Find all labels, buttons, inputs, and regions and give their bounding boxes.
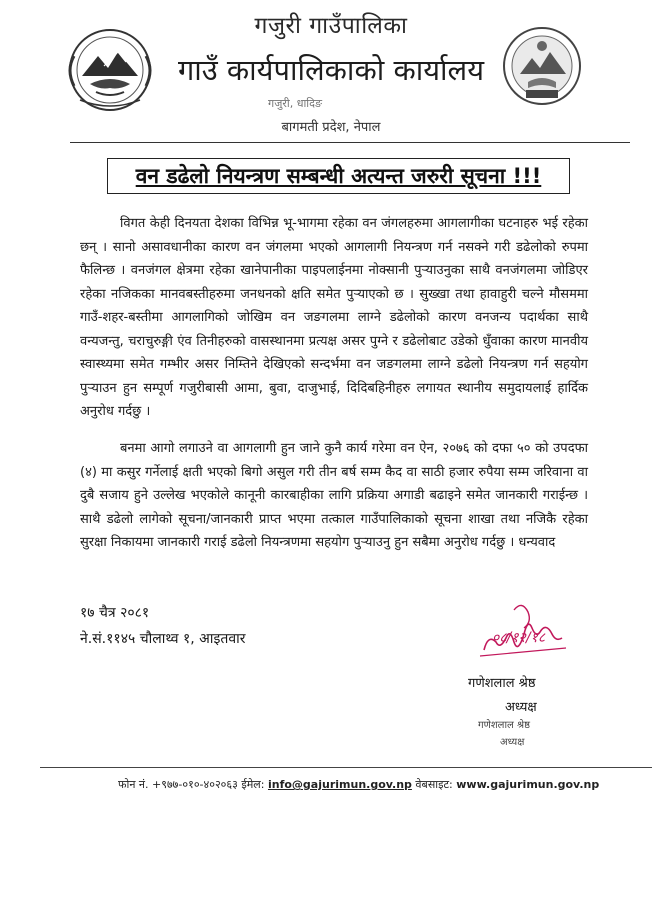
notice-title-box [107, 158, 570, 194]
header-divider [70, 142, 630, 143]
footer-website-link[interactable]: www.gajurimun.gov.np [456, 778, 600, 791]
signature-date-handwritten: ०८/१२/१८ [492, 630, 546, 646]
office-name: गाउँ कार्यपालिकाको कार्यालय [177, 53, 485, 87]
notice-title: वन डढेलो नियन्त्रण सम्बन्धी अत्यन्त जरुरी सूचना !!! [135, 164, 542, 188]
nepal-sambat-date: ने.सं.११४५ चौलाथ्व १, आइतवार [80, 631, 246, 647]
footer-website-label: वेबसाइट: [415, 778, 453, 791]
footer-contact [118, 777, 599, 792]
office-stamp-text: गजुरी, धादिङ [268, 97, 323, 110]
footer-email-label: ईमेल: [241, 778, 265, 791]
notice-paragraph-2: बनमा आगो लगाउने वा आगलागी हुन जाने कुनै कार्य गरेमा वन ऐन, २०७६ को दफा ५० को उपदफा (४) मा कसुर गर्नेलाई क्षती भएको बिगो असुल गरी तीन बर्ष सम्म कैद वा साठी हजार रुपैया सम्म जरिवाना वा दुबै सजाय हुने उल्लेख भएकोले कानूनी कारबाहीका लागि प्रक्रिया अगाडी बढाइने समेत जानकारी गराईन्छ । साथै डढेलो लागेको सूचना/जानकारी प्राप्त भएमा तत्काल गाउँपालिकाको सूचना शाखा तथा नजिकै रहेका सुरक्षा निकायमा जानकारी गराई डढेलो नियन्त्रणमा सहयोग पुऱ्याउनु हुन सबैमा अनुरोध गर्दछु । धन्यवाद [80, 441, 588, 550]
footer-email-link[interactable]: info@gajurimun.gov.np [267, 778, 412, 791]
notice-paragraph-1: विगत केही दिनयता देशका विभिन्न भू-भागमा रहेका वन जंगलहरुमा आगलागीका घटनाहरु भई रहेका छन् । सानो असावधानीका कारण वन जंगलमा भएको आगलागी नियन्त्रण गर्न नसक्ने गरी डढेलोको रुपमा फैलिन्छ । वनजंगल क्षेत्रमा रहेका खानेपानीका पाइपलाईनमा नोक्सानी पुऱ्याउनुका साथै वनजंगलमा जोडिएर रहेका नजिकका मानवबस्तीहरुमा जनधनको क्षति समेत पुऱ्याएको छ । सुख्खा तथा हावाहुरी चल्ने मौसममा गाउँ-शहर-बस्तीमा आगलागिको जोखिम वन जङगलमा लाग्ने डढेलोको कारण वनजन्य पदार्थका साथै वन्यजन्तु, चराचुरुङ्गी एंव तिनीहरुको वासस्थानमा प्रत्यक्ष असर पुग्ने र डढेलोबाट उडेको धुँवाका कारण मानवीय स्वास्थ्यमा समेत गम्भीर असर निम्तिने देखिएको सन्दर्भमा वन जङगलमा लाग्ने डढेलो नियन्त्रण गर्न सहयोग पुऱ्याउन हुन सम्पूर्ण गजुरीबासी आमा, बुवा, दाजुभाई, दिदिबहिनीहरु लगायत स्थानीय समुदायलाई हार्दिक अनुरोध गर्दछु । [80, 216, 588, 419]
signatory-title: अध्यक्ष [505, 700, 537, 715]
signatory-name: गणेशलाल श्रेष्ठ [468, 676, 536, 691]
municipality-name: गजुरी गाउँपालिका [254, 13, 408, 39]
footer-phone: फोन नं. +९७७-०१०-४०२०६३ [118, 778, 238, 791]
stamp-signatory-name: गणेशलाल श्रेष्ठ [478, 720, 530, 731]
stamp-signatory-title: अध्यक्ष [500, 737, 525, 748]
province-address: बागमती प्रदेश, नेपाल [281, 120, 381, 135]
footer-divider [40, 767, 652, 768]
bs-date: १७ चैत्र २०८१ [80, 605, 150, 621]
